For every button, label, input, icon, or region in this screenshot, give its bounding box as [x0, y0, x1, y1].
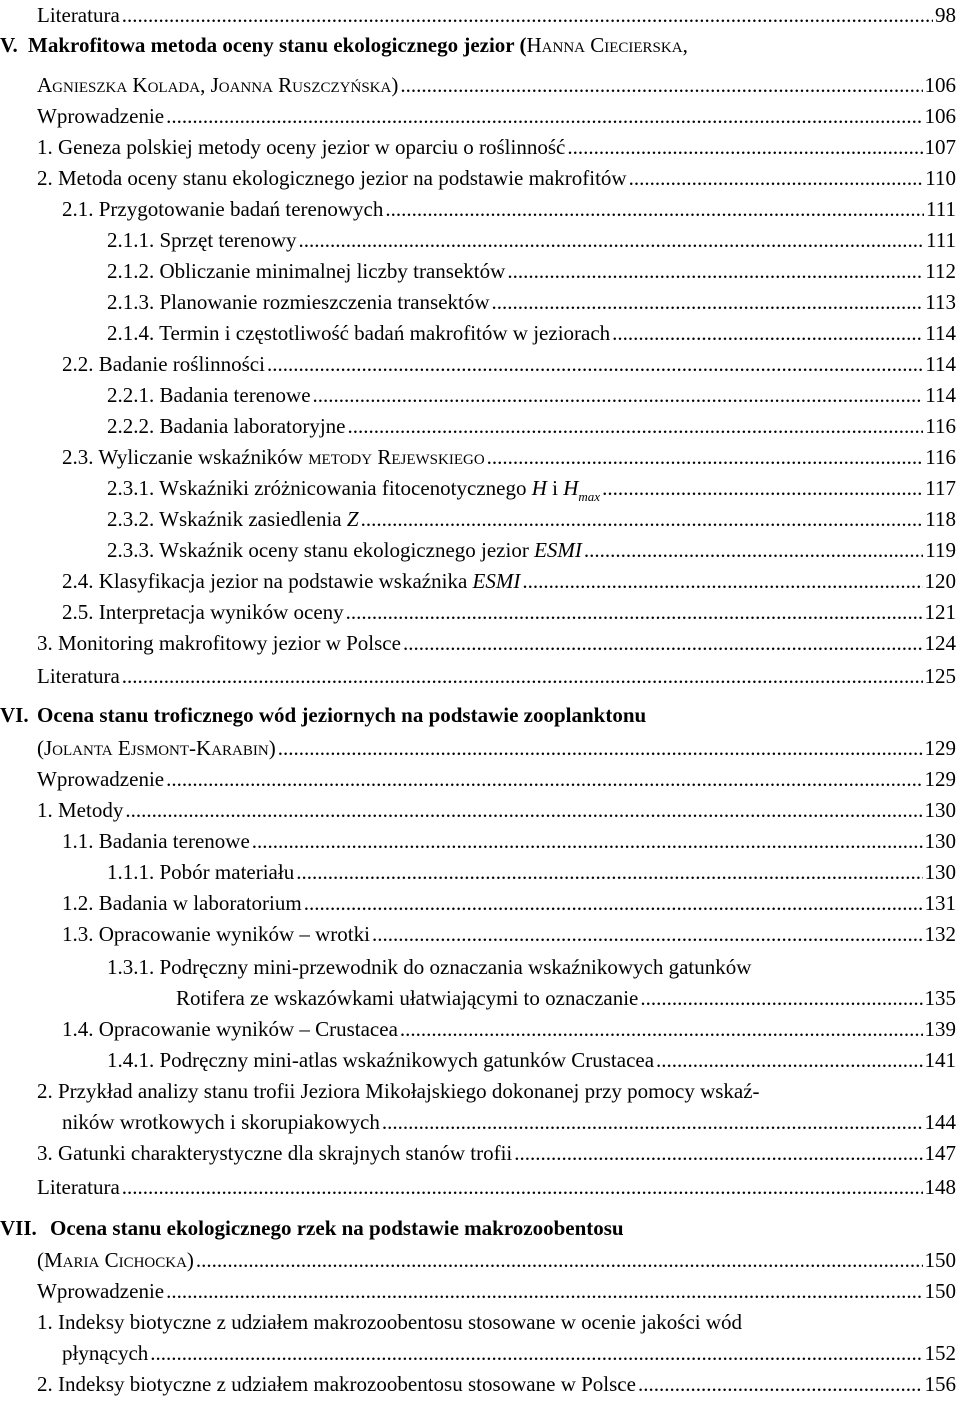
- page-number: 144: [924, 1110, 956, 1134]
- toc-entry[interactable]: [0, 1369, 960, 1400]
- dot-leader: [296, 857, 922, 888]
- toc-entry-symbol: ESMI: [472, 569, 521, 593]
- page-number: 121: [924, 600, 956, 624]
- page-number: 116: [925, 414, 956, 438]
- toc-entry[interactable]: [0, 888, 960, 919]
- page-number: 106: [924, 104, 956, 128]
- toc-entry-label: [37, 1369, 636, 1400]
- toc-entry[interactable]: [0, 661, 960, 692]
- page-number: 119: [925, 538, 956, 562]
- page-number: 129: [924, 736, 956, 760]
- page-number: 156: [924, 1372, 956, 1396]
- page-number: 114: [925, 352, 956, 376]
- chapter-authors: Hanna Ciecierska,: [526, 33, 688, 57]
- page-number: 112: [925, 259, 956, 283]
- toc-entry[interactable]: [0, 349, 960, 380]
- dot-leader: [166, 764, 922, 795]
- toc-entry-label: [37, 795, 123, 826]
- toc-entry[interactable]: [0, 733, 960, 764]
- subscript-max: max: [578, 489, 601, 504]
- toc-entry-label: [62, 566, 520, 597]
- toc-entry-text: 1.3. Opracowanie wyników – wrotki: [62, 922, 370, 946]
- toc-entry-label: [62, 826, 250, 857]
- toc-entry-text: 1.4. Opracowanie wyników – Crustacea: [62, 1017, 398, 1041]
- toc-entry-text: 1.1. Badania terenowe: [62, 829, 250, 853]
- toc-entry-text: Literatura: [37, 3, 120, 27]
- dot-leader: [507, 256, 923, 287]
- toc-entry[interactable]: [0, 597, 960, 628]
- page-number: 98: [935, 3, 956, 27]
- toc-entry[interactable]: [0, 795, 960, 826]
- toc-entry-text: (Jolanta Ejsmont-Karabin): [37, 736, 276, 760]
- toc-entry-text: 2.3. Wyliczanie wskaźników: [62, 445, 303, 469]
- symbol-h-max: H: [563, 476, 579, 500]
- toc-entry[interactable]: [0, 1107, 960, 1138]
- toc-entry-label: [62, 597, 344, 628]
- page-number: 148: [924, 1175, 956, 1199]
- toc-entry-label: [37, 70, 398, 101]
- page-number: 120: [924, 569, 956, 593]
- toc-entry-label: [62, 1107, 380, 1138]
- toc-entry-text: Agnieszka Kolada, Joanna Ruszczyńska): [37, 73, 399, 97]
- symbol-h: H: [531, 476, 547, 500]
- toc-entry-text: 2.1.3. Planowanie rozmieszczenia transektów: [107, 290, 490, 314]
- toc-entry-label: [107, 380, 311, 411]
- dot-leader: [514, 1138, 922, 1169]
- page-number: 152: [924, 1341, 956, 1365]
- toc-entry[interactable]: [0, 0, 960, 31]
- chapter-title: [50, 1213, 624, 1244]
- dot-leader: [400, 1014, 923, 1045]
- page-number: 111: [926, 197, 956, 221]
- page-number: 150: [924, 1279, 956, 1303]
- toc-entry-text: 2. Metoda oceny stanu ekologicznego jezior na podstawie makrofitów: [37, 166, 627, 190]
- toc-entry-label: [62, 1014, 398, 1045]
- dot-leader: [299, 225, 925, 256]
- dot-leader: [629, 163, 924, 194]
- page-number: 147: [924, 1141, 956, 1165]
- page-number: 114: [925, 383, 956, 407]
- toc-entry-label: 1.3.1. Podręczny mini-przewodnik do oznaczania wskaźnikowych gatunków: [107, 955, 752, 979]
- toc-entry-text: 3. Gatunki charakterystyczne dla skrajnych stanów trofii: [37, 1141, 513, 1165]
- toc-entry-text: 2.3.1. Wskaźniki zróżnicowania fitocenotycznego: [107, 476, 527, 500]
- page-number: 130: [924, 798, 956, 822]
- dot-leader: [122, 0, 933, 31]
- chapter-number: VI.: [0, 703, 29, 727]
- page-number: 124: [924, 631, 956, 655]
- toc-entry[interactable]: [0, 1338, 960, 1369]
- page-number: 129: [924, 767, 956, 791]
- toc-entry-label: [62, 888, 302, 919]
- toc-entry-label: [37, 163, 627, 194]
- toc-entry-text: 2.3.3. Wskaźnik oceny stanu ekologicznego jezior: [107, 538, 529, 562]
- page-number: 131: [924, 891, 956, 915]
- toc-entry[interactable]: [0, 857, 960, 888]
- toc-entry[interactable]: [0, 919, 960, 950]
- toc-entry-label: [176, 983, 638, 1014]
- chapter-title-text: Ocena stanu troficznego wód jeziornych na podstawie zooplanktonu: [37, 703, 647, 727]
- dot-leader: [267, 349, 923, 380]
- toc-entry-text: 2.1.1. Sprzęt terenowy: [107, 228, 297, 252]
- toc-chapter-heading[interactable]: [0, 700, 960, 731]
- toc-entry[interactable]: [0, 194, 960, 225]
- toc-entry-label: 2. Przykład analizy stanu trofii Jeziora Mikołajskiego dokonanej przy pomocy wskaź-: [37, 1079, 760, 1103]
- toc-entry[interactable]: [0, 411, 960, 442]
- dot-leader: [522, 566, 922, 597]
- toc-entry[interactable]: [0, 380, 960, 411]
- toc-entry-text: Wprowadzenie: [37, 767, 165, 791]
- dot-leader: [252, 826, 923, 857]
- toc-entry-text: 1.1.1. Pobór materiału: [107, 860, 295, 884]
- dot-leader: [382, 1107, 923, 1138]
- page-number: 116: [925, 445, 956, 469]
- toc-entry[interactable]: [0, 473, 960, 504]
- chapter-number: VII.: [0, 1216, 37, 1240]
- chapter-number: V.: [0, 33, 18, 57]
- dot-leader: [313, 380, 924, 411]
- toc-entry-text: 3. Monitoring makrofitowy jezior w Polsce: [37, 631, 401, 655]
- dot-leader: [278, 733, 923, 764]
- toc-entry-label: [107, 256, 505, 287]
- toc-entry-label: [62, 349, 265, 380]
- page-number: 141: [924, 1048, 956, 1072]
- toc-entry[interactable]: [0, 628, 960, 659]
- page-number: 150: [924, 1248, 956, 1272]
- page-number: 110: [925, 166, 956, 190]
- toc-entry[interactable]: [0, 132, 960, 163]
- toc-entry-label: [37, 1172, 120, 1203]
- toc-entry[interactable]: [0, 70, 960, 101]
- chapter-title: [37, 700, 646, 731]
- toc-entry-text: 2.5. Interpretacja wyników oceny: [62, 600, 344, 624]
- dot-leader: [385, 194, 924, 225]
- toc-entry[interactable]: [0, 1276, 960, 1307]
- page-number: 114: [925, 321, 956, 345]
- toc-entry[interactable]: [0, 826, 960, 857]
- toc-entry-text: 2. Indeksy biotyczne z udziałem makrozoobentosu stosowane w Polsce: [37, 1372, 636, 1396]
- toc-entry-label: [107, 411, 346, 442]
- toc-entry[interactable]: [0, 287, 960, 318]
- dot-leader: [122, 1172, 923, 1203]
- toc-entry-label: [37, 0, 120, 31]
- toc-entry-label: [107, 287, 490, 318]
- toc-chapter-heading[interactable]: [0, 1213, 960, 1244]
- toc-entry[interactable]: [0, 983, 960, 1014]
- toc-entry-text: Wprowadzenie: [37, 1279, 165, 1303]
- dot-leader: [403, 628, 923, 659]
- toc-entry-label: [37, 628, 401, 659]
- toc-entry[interactable]: [0, 1076, 960, 1107]
- toc-entry-text: Literatura: [37, 664, 120, 688]
- toc-entry-label: [62, 194, 383, 225]
- dot-leader: [487, 442, 924, 473]
- toc-entry-conj: i: [552, 476, 558, 500]
- toc-entry-text: 2.3.2. Wskaźnik zasiedlenia: [107, 507, 342, 531]
- dot-leader: [346, 597, 923, 628]
- toc-entry-label: [107, 225, 297, 256]
- page-number: 130: [924, 860, 956, 884]
- toc-entry-label: [37, 101, 164, 132]
- toc-entry-text: 1.2. Badania w laboratorium: [62, 891, 302, 915]
- page-number: 135: [924, 986, 956, 1010]
- toc-entry-label: [37, 1138, 512, 1169]
- toc-entry[interactable]: [0, 318, 960, 349]
- page-number: 111: [926, 228, 956, 252]
- page-number: 132: [924, 922, 956, 946]
- dot-leader: [640, 983, 922, 1014]
- toc-entry[interactable]: [0, 952, 960, 983]
- toc-entry[interactable]: [0, 256, 960, 287]
- toc-entry-symbol: ESMI: [534, 538, 582, 562]
- page-number: 118: [925, 507, 956, 531]
- toc-entry-label: [107, 318, 610, 349]
- toc-entry[interactable]: [0, 163, 960, 194]
- dot-leader: [125, 795, 922, 826]
- dot-leader: [361, 504, 924, 535]
- chapter-title-text: Ocena stanu ekologicznego rzek na podstawie makrozoobentosu: [50, 1216, 624, 1240]
- toc-entry-text: 2.4. Klasyfikacja jezior na podstawie wskaźnika: [62, 569, 468, 593]
- dot-leader: [638, 1369, 923, 1400]
- toc-entry-text: 2.1. Przygotowanie badań terenowych: [62, 197, 384, 221]
- toc-entry-label: [37, 661, 120, 692]
- toc-entry-label: [62, 442, 485, 473]
- toc-entry-text: 2.1.2. Obliczanie minimalnej liczby transektów: [107, 259, 506, 283]
- toc-entry-text: 2.2.1. Badania terenowe: [107, 383, 311, 407]
- toc-entry-text: 1. Geneza polskiej metody oceny jezior w oparciu o roślinność: [37, 135, 566, 159]
- toc-entry-text: 1. Metody: [37, 798, 124, 822]
- toc-entry[interactable]: [0, 566, 960, 597]
- dot-leader: [166, 1276, 922, 1307]
- toc-entry-text: 2.1.4. Termin i częstotliwość badań makrofitów w jeziorach: [107, 321, 611, 345]
- toc-entry[interactable]: [0, 101, 960, 132]
- dot-leader: [122, 661, 923, 692]
- toc-entry-text: 1.4.1. Podręczny mini-atlas wskaźnikowych gatunków Crustacea: [107, 1048, 655, 1072]
- toc-entry-label: [62, 919, 370, 950]
- page-number: 130: [924, 829, 956, 853]
- toc-entry-text: (Maria Cichocka): [37, 1248, 194, 1272]
- toc-entry[interactable]: [0, 1307, 960, 1338]
- toc-entry-label: [62, 1338, 148, 1369]
- toc-entry-label: [37, 132, 565, 163]
- dot-leader: [304, 888, 923, 919]
- toc-entry[interactable]: [0, 1172, 960, 1203]
- dot-leader: [656, 1045, 922, 1076]
- toc-entry-label: 1. Indeksy biotyczne z udziałem makrozoobentosu stosowane w ocenie jakości wód: [37, 1310, 743, 1334]
- dot-leader: [196, 1245, 923, 1276]
- dot-leader: [372, 919, 923, 950]
- toc-entry-label: [37, 1245, 194, 1276]
- toc-entry-author-ref: metody Rejewskiego: [308, 445, 485, 469]
- toc-entry-text: 2.2. Badanie roślinności: [62, 352, 265, 376]
- toc-entry-symbol: Z: [346, 507, 359, 531]
- toc-entry[interactable]: [0, 1138, 960, 1169]
- toc-entry-text: Wprowadzenie: [37, 104, 165, 128]
- dot-leader: [584, 535, 923, 566]
- toc-entry-text: Literatura: [37, 1175, 120, 1199]
- toc-entry-text: Rotifera ze wskazówkami ułatwiającymi to oznaczanie: [176, 986, 639, 1010]
- toc-entry[interactable]: [0, 764, 960, 795]
- toc-entry-label: [37, 733, 276, 764]
- chapter-title-text: Makrofitowa metoda oceny stanu ekologicznego jezior (: [28, 33, 527, 57]
- toc-entry-label: [37, 1276, 164, 1307]
- dot-leader: [612, 318, 923, 349]
- toc-entry-label: [107, 473, 600, 504]
- dot-leader: [400, 70, 922, 101]
- toc-entry[interactable]: [0, 442, 960, 473]
- toc-entry-label: [37, 764, 164, 795]
- toc-entry-label: [107, 504, 359, 535]
- toc-entry-label: [107, 1045, 654, 1076]
- dot-leader: [492, 287, 924, 318]
- toc-entry-label: [107, 857, 294, 888]
- page-number: 117: [925, 476, 956, 500]
- page-number: 113: [925, 290, 956, 314]
- toc-entry-text: płynących: [62, 1341, 149, 1365]
- dot-leader: [150, 1338, 922, 1369]
- toc-entry[interactable]: [0, 1014, 960, 1045]
- chapter-title: [28, 30, 688, 61]
- dot-leader: [348, 411, 924, 442]
- toc-entry-text: ników wrotkowych i skorupiakowych: [62, 1110, 380, 1134]
- toc-entry-text: 2.2.2. Badania laboratoryjne: [107, 414, 346, 438]
- dot-leader: [567, 132, 922, 163]
- toc-entry[interactable]: [0, 225, 960, 256]
- toc-entry[interactable]: [0, 1045, 960, 1076]
- dot-leader: [166, 101, 922, 132]
- page-number: 139: [924, 1017, 956, 1041]
- dot-leader: [602, 473, 923, 504]
- toc-chapter-heading[interactable]: [0, 30, 960, 61]
- toc-entry-label: [107, 535, 582, 566]
- page-number: 125: [924, 664, 956, 688]
- page-number: 107: [924, 135, 956, 159]
- page-number: 106: [924, 73, 956, 97]
- toc-entry[interactable]: [0, 1245, 960, 1276]
- toc-entry[interactable]: [0, 504, 960, 535]
- toc-entry[interactable]: [0, 535, 960, 566]
